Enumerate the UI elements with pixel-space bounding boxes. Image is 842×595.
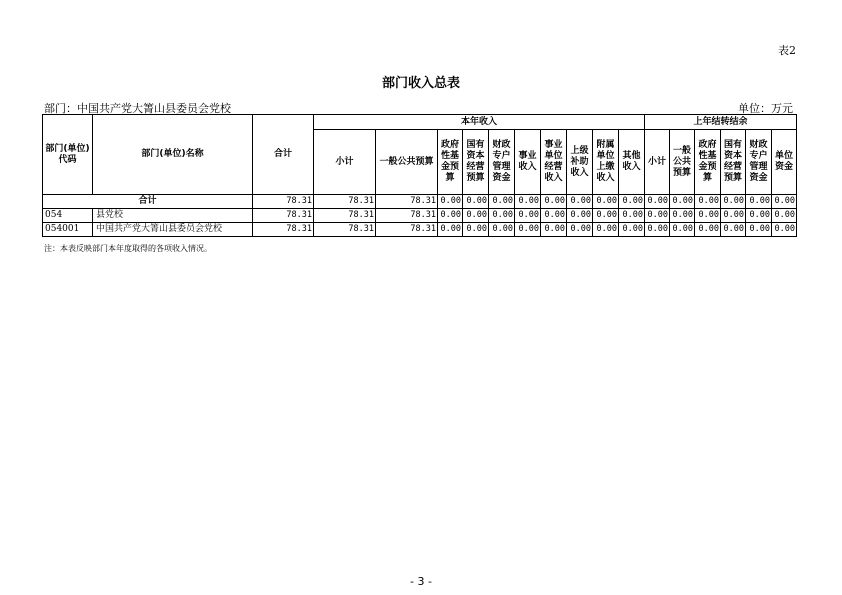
row-value: 0.00: [438, 223, 463, 237]
row-value: 0.00: [645, 223, 670, 237]
row-value: 0.00: [463, 223, 489, 237]
row-value: 0.00: [721, 195, 746, 209]
row-value: 78.31: [253, 209, 314, 223]
table-row: [43, 223, 797, 237]
header-co-col: 财政专户管理资金: [746, 130, 772, 195]
header-cy-col: 附属单位上缴收入: [593, 130, 619, 195]
header-dept-name: 部门(单位)名称: [93, 115, 253, 195]
row-value: 0.00: [489, 223, 515, 237]
row-value: 0.00: [515, 195, 541, 209]
row-value: 0.00: [670, 223, 695, 237]
header-cy-col: 上级补助收入: [567, 130, 593, 195]
row-name: 中国共产党大箐山县委员会党校: [93, 223, 253, 237]
income-summary-table: [42, 114, 797, 237]
unit-label: 单位：万元: [738, 102, 793, 115]
row-value: 0.00: [541, 209, 567, 223]
row-value: 0.00: [670, 209, 695, 223]
row-value: 0.00: [746, 209, 772, 223]
row-value: 0.00: [515, 223, 541, 237]
header-cy-col: 政府性基金预算: [438, 130, 463, 195]
table-note: 注：本表反映部门本年度取得的各项收入情况。: [44, 244, 212, 253]
row-code: 054: [43, 209, 93, 223]
row-value: 0.00: [619, 223, 645, 237]
row-value: 0.00: [772, 195, 797, 209]
row-value: 0.00: [593, 223, 619, 237]
row-value: 0.00: [645, 209, 670, 223]
row-value: 0.00: [695, 209, 721, 223]
header-cy-col: 小计: [314, 130, 376, 195]
row-value: 0.00: [463, 209, 489, 223]
row-value: 0.00: [438, 209, 463, 223]
row-value: 0.00: [772, 209, 797, 223]
row-value: 78.31: [314, 209, 376, 223]
header-cy-col: 事业单位经营收入: [541, 130, 567, 195]
header-co-col: 一般公共预算: [670, 130, 695, 195]
row-value: 0.00: [695, 195, 721, 209]
row-value: 78.31: [314, 223, 376, 237]
row-value: 0.00: [721, 209, 746, 223]
header-co-col: 单位资金: [772, 130, 797, 195]
header-co-col: 小计: [645, 130, 670, 195]
row-value: 0.00: [541, 223, 567, 237]
header-carryover: 上年结转结余: [645, 115, 797, 130]
page-title: 部门收入总表: [381, 76, 460, 91]
row-value: 0.00: [746, 195, 772, 209]
header-cy-col: 财政专户管理资金: [489, 130, 515, 195]
row-value: 78.31: [376, 223, 438, 237]
header-cy-col: 一般公共预算: [376, 130, 438, 195]
row-value: 78.31: [253, 223, 314, 237]
header-dept-code: 部门(单位)代码: [43, 115, 93, 195]
department-label: 部门：中国共产党大箐山县委员会党校: [44, 102, 231, 115]
table-number: 表2: [778, 44, 796, 57]
row-value: 0.00: [645, 195, 670, 209]
table-row: [43, 195, 797, 209]
row-value: 0.00: [438, 195, 463, 209]
header-current-year: 本年收入: [314, 115, 645, 130]
row-value: 0.00: [567, 223, 593, 237]
row-value: 0.00: [619, 195, 645, 209]
row-value: 0.00: [541, 195, 567, 209]
row-value: 0.00: [772, 223, 797, 237]
row-value: 78.31: [376, 209, 438, 223]
table-row: [43, 209, 797, 223]
row-value: 78.31: [376, 195, 438, 209]
row-value: 0.00: [746, 223, 772, 237]
row-value: 0.00: [619, 209, 645, 223]
row-name: 合计: [43, 195, 253, 209]
header-total: 合计: [253, 115, 314, 195]
header-cy-col: 事业收入: [515, 130, 541, 195]
row-code: 054001: [43, 223, 93, 237]
row-value: 0.00: [463, 195, 489, 209]
row-value: 0.00: [593, 209, 619, 223]
row-value: 78.31: [314, 195, 376, 209]
row-value: 78.31: [253, 195, 314, 209]
row-value: 0.00: [593, 195, 619, 209]
row-value: 0.00: [515, 209, 541, 223]
row-value: 0.00: [721, 223, 746, 237]
row-value: 0.00: [567, 195, 593, 209]
header-co-col: 政府性基金预算: [695, 130, 721, 195]
row-value: 0.00: [489, 209, 515, 223]
row-value: 0.00: [567, 209, 593, 223]
row-name: 县党校: [93, 209, 253, 223]
header-cy-col: 国有资本经营预算: [463, 130, 489, 195]
row-value: 0.00: [695, 223, 721, 237]
row-value: 0.00: [489, 195, 515, 209]
header-cy-col: 其他收入: [619, 130, 645, 195]
page-number: - 3 -: [410, 575, 432, 588]
header-co-col: 国有资本经营预算: [721, 130, 746, 195]
row-value: 0.00: [670, 195, 695, 209]
